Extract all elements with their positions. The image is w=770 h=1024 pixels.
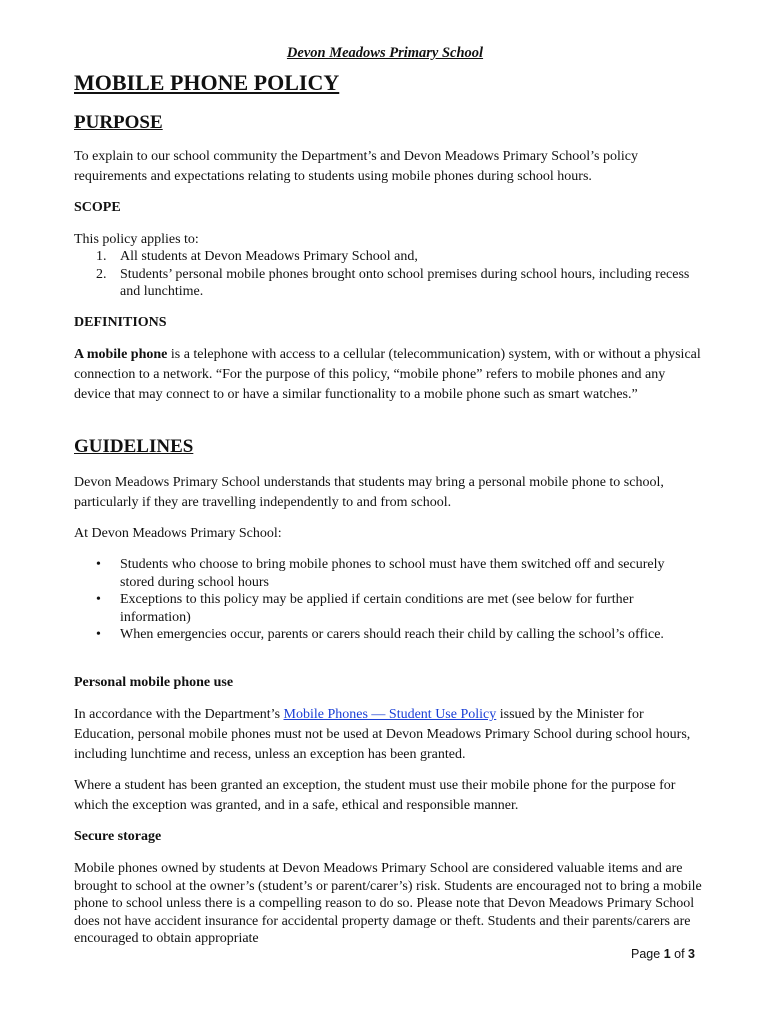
list-item-text: Exceptions to this policy may be applied if certain conditions are met (see below for further information): [120, 592, 634, 625]
list-item-text: Students’ personal mobile phones brought onto school premises during school hours, including recess and lunchtime.: [120, 266, 690, 299]
guidelines-at-school: At Devon Meadows Primary School:: [74, 526, 282, 541]
definition-body: is a telephone with access to a cellular (telecommunication) system, with or without a physical connection to a network. “For the purpose of this policy, “mobile phone” refers to mobile phones and any device that may connect to or have a similar functionality to a mobile phone such as smart watches.”: [74, 347, 701, 402]
list-item: [74, 556, 694, 591]
personal-use-text-end: issued by the Minister for Education, personal mobile phones must not be used at Devon Meadows Primary School during school hours, including lunchtime and recess, unless an exception has been granted.: [74, 707, 691, 762]
list-item-text: Students who choose to bring mobile phones to school must have them switched off and securely stored during school hours: [120, 557, 665, 590]
guidelines-heading: GUIDELINES: [74, 436, 194, 457]
bullet-icon: •: [96, 627, 101, 642]
page-of-label: of: [674, 947, 685, 961]
bullet-icon: •: [96, 557, 101, 572]
scope-heading: SCOPE: [74, 200, 121, 215]
page-number: [631, 947, 695, 961]
list-item-text: When emergencies occur, parents or carers should reach their child by calling the school’s office.: [120, 627, 664, 642]
scope-list: [74, 248, 694, 301]
purpose-heading: PURPOSE: [74, 112, 163, 133]
list-number: 1.: [96, 249, 107, 264]
list-item: [74, 591, 694, 626]
bullet-icon: •: [96, 592, 101, 607]
scope-list-item: [74, 248, 694, 266]
exception-text: Where a student has been granted an exception, the student must use their mobile phone for the purpose for which the exception was granted, and in a safe, ethical and responsible manner.: [74, 778, 676, 813]
definitions-heading: DEFINITIONS: [74, 315, 167, 330]
page-title: MOBILE PHONE POLICY: [74, 70, 340, 95]
list-number: 2.: [96, 266, 107, 282]
school-header: Devon Meadows Primary School: [286, 45, 484, 61]
secure-storage-text: Mobile phones owned by students at Devon Meadows Primary School are considered valuable items and are brought to school at the owner’s (student’s or parent/carer’s) risk. Students are encouraged not to bring a mobile phone to school unless there is a compelling reason to do so. Please note that Devon Meadows Primary School does not have accident insurance for accidental property damage or theft. Students and their parents/carers are encouraged to obtain appropriate: [74, 861, 702, 946]
personal-use-heading: Personal mobile phone use: [74, 675, 234, 690]
page-current: 1: [663, 947, 671, 961]
personal-use-text-start: In accordance with the Department’s: [74, 707, 284, 722]
guidelines-intro: Devon Meadows Primary School understands that students may bring a personal mobile phone to school, particularly if they are travelling independently to and from school.: [74, 475, 664, 510]
student-use-policy-link[interactable]: Mobile Phones — Student Use Policy: [283, 707, 497, 722]
page-total: 3: [688, 947, 695, 961]
secure-storage-heading: Secure storage: [74, 829, 162, 844]
guidelines-bullet-list: [74, 556, 694, 644]
scope-intro: This policy applies to:: [74, 232, 199, 247]
scope-list-item: [74, 266, 694, 301]
purpose-text: To explain to our school community the Department’s and Devon Meadows Primary School’s policy requirements and expectations relating to students using mobile phones during school hours.: [74, 149, 638, 184]
personal-use-text: [74, 705, 704, 765]
list-item: [74, 626, 694, 644]
page-label: Page: [631, 947, 661, 961]
definitions-text: [74, 345, 704, 405]
definition-term: A mobile phone: [74, 347, 168, 362]
list-item-text: All students at Devon Meadows Primary School and,: [120, 249, 418, 264]
